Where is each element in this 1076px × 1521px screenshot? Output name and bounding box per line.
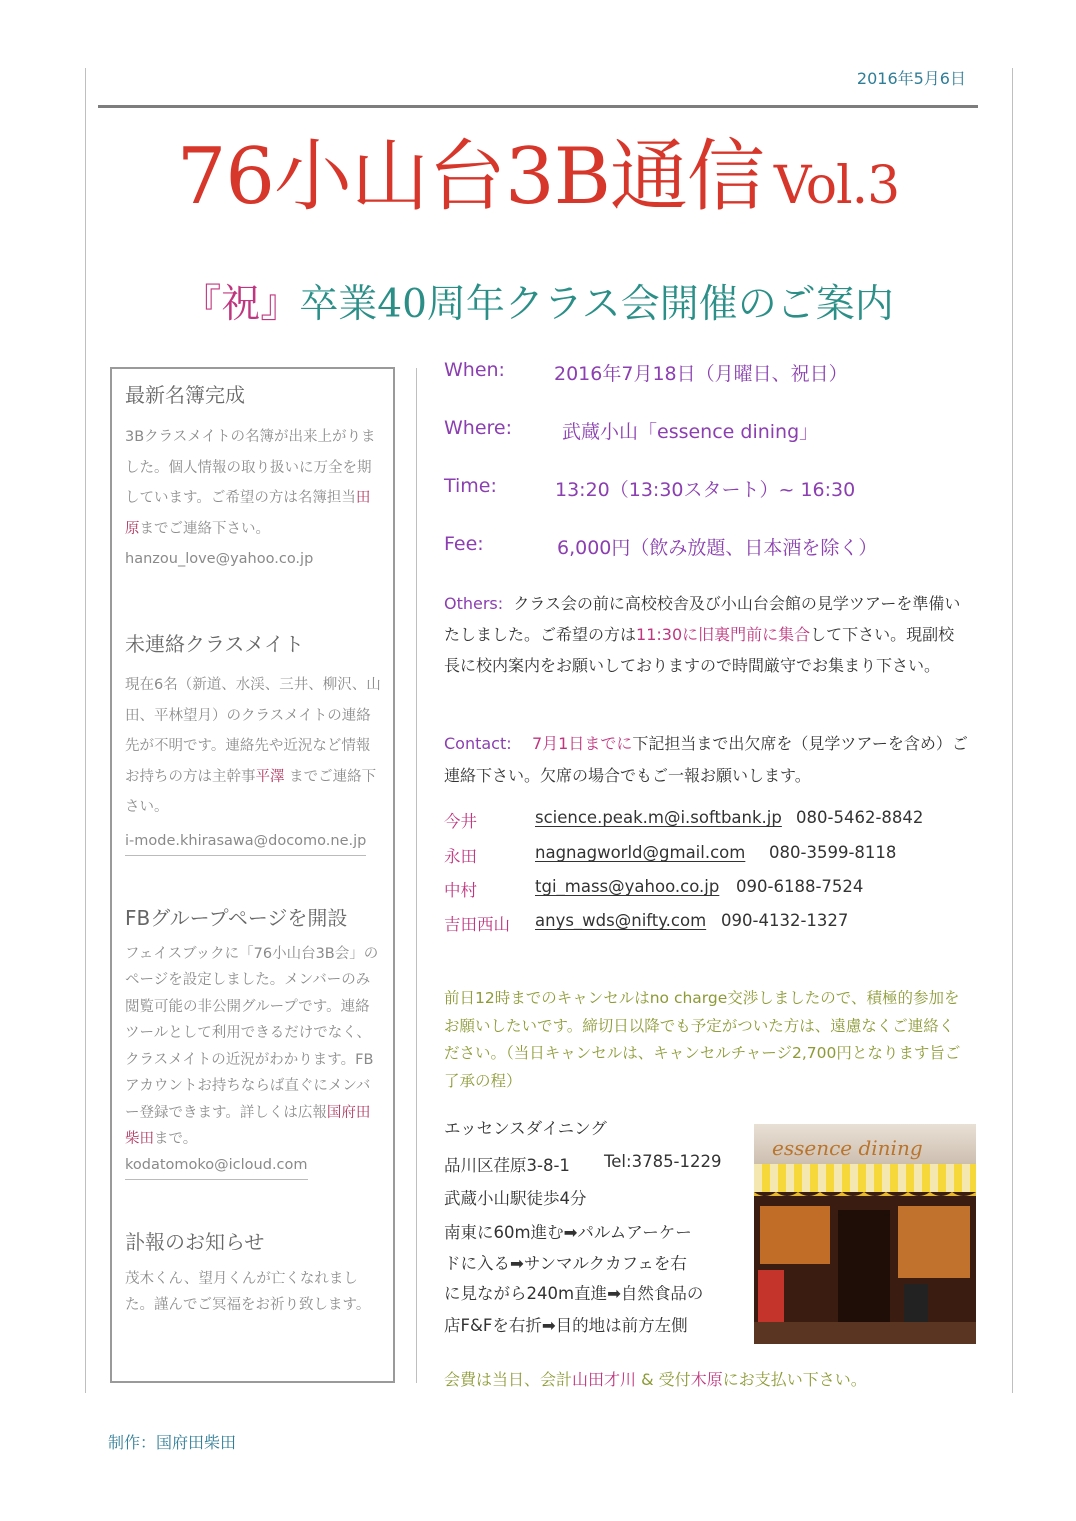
contact-name: 永田 bbox=[444, 847, 477, 866]
contact-name: 吉田西山 bbox=[444, 915, 510, 934]
contact-label: Contact: bbox=[444, 734, 512, 753]
accountant-name: 山田才川 bbox=[572, 1370, 637, 1389]
section-body: 茂木くん、望月くんが亡くなれました。謹んでご冥福をお祈り致します。 bbox=[125, 1270, 371, 1313]
venue-tel: Tel:3785-1229 bbox=[604, 1152, 722, 1171]
direction-line: 店F&Fを右折➡目的地は前方左側 bbox=[444, 1316, 688, 1335]
title-volume: Vol.3 bbox=[773, 156, 900, 216]
time-value: 13:20（13:30スタート）~ 16:30 bbox=[555, 479, 856, 501]
section-body bbox=[125, 422, 381, 544]
sidebar bbox=[110, 367, 395, 1383]
section-missing bbox=[125, 632, 381, 856]
contact-email[interactable]: tgi_mass@yahoo.co.jp bbox=[535, 877, 720, 896]
subtitle bbox=[0, 284, 1076, 327]
section-title: 最新名簿完成 bbox=[125, 383, 245, 407]
payment-text: & 受付 bbox=[636, 1370, 691, 1389]
section-title: FBグループページを開設 bbox=[125, 905, 348, 930]
contact-name: 平澤 bbox=[255, 768, 285, 785]
contact-phone: 080-3599-8118 bbox=[769, 843, 897, 862]
restaurant-photo bbox=[754, 1124, 976, 1344]
others-label: Others: bbox=[444, 594, 504, 613]
contact-text: 下記担当まで出欠席を（見学ツアーを含め）ご連絡下さい。欠席の場合でもご一報お願いします。 bbox=[444, 734, 968, 785]
fee-label: Fee: bbox=[444, 533, 484, 555]
page-left-border bbox=[85, 68, 86, 1393]
section-title: 訃報のお知らせ bbox=[125, 1229, 265, 1254]
payment-text: 会費は当日、会計 bbox=[444, 1370, 573, 1389]
contact-deadline: 7月1日までに bbox=[531, 734, 633, 753]
when-label: When: bbox=[444, 359, 505, 381]
contact-phone: 090-6188-7524 bbox=[736, 877, 864, 896]
page-right-border bbox=[1012, 68, 1013, 1393]
direction-line: ドに入る➡サンマルクカフェを右 bbox=[444, 1254, 687, 1273]
email-link[interactable]: kodatomoko@icloud.com bbox=[125, 1154, 308, 1180]
issue-date: 2016年5月6日 bbox=[856, 69, 966, 88]
storefront-illustration bbox=[754, 1124, 976, 1344]
email-link[interactable]: hanzou_love@yahoo.co.jp bbox=[125, 551, 314, 567]
subtitle-text: 卒業40周年クラス会開催のご案内 bbox=[299, 282, 894, 327]
meeting-point: 11:30に旧裏門前に集合 bbox=[636, 625, 811, 644]
where-value: 武蔵小山「essence dining」 bbox=[562, 421, 819, 443]
section-directory bbox=[125, 383, 381, 574]
email-link[interactable]: i-mode.khirasawa@docomo.ne.jp bbox=[125, 830, 366, 856]
store-sign-text: essence dining bbox=[772, 1136, 923, 1160]
contact-email[interactable]: science.peak.m@i.softbank.jp bbox=[535, 808, 782, 827]
fee-value: 6,000円（飲み放題、日本酒を除く） bbox=[557, 537, 878, 559]
body-text: まで。 bbox=[154, 1131, 198, 1147]
contact-email[interactable]: nagnagworld@gmail.com bbox=[535, 843, 746, 862]
payment-note bbox=[444, 1367, 969, 1390]
venue-name: エッセンスダイニング bbox=[444, 1119, 607, 1138]
credit-line: 制作：国府田柴田 bbox=[108, 1433, 237, 1452]
contact-paragraph bbox=[444, 728, 969, 792]
body-text: 3Bクラスメイトの名簿が出来上がりました。個人情報の取り扱いに万全を期しています。ご希望の方は名簿担当 bbox=[125, 429, 376, 506]
cancellation-note: 前日12時までのキャンセルはno charge交渉しましたので、積極的参加をお願いしたいです。締切日以降でも予定がついた方は、遠慮なくご連絡ください。（当日キャンセルは、キャンセルチャージ2,700円となります旨ご了承の程） bbox=[444, 989, 961, 1090]
contact-phone: 090-4132-1327 bbox=[721, 911, 849, 930]
others-text: して下さい。現副校長に校内案内をお願いしておりますので時間厳守でお集まり下さい。 bbox=[444, 625, 955, 675]
receptionist-name: 木原 bbox=[690, 1370, 723, 1389]
column-divider bbox=[416, 368, 417, 1383]
newsletter-title bbox=[0, 132, 1076, 222]
venue-address: 品川区荏原3-8-1 bbox=[444, 1156, 570, 1175]
section-title: 未連絡クラスメイト bbox=[125, 632, 304, 656]
contact-name: 中村 bbox=[444, 881, 477, 900]
direction-line: 南東に60m進む➡パルムアーケー bbox=[444, 1223, 692, 1242]
others-text: クラス会の前に高校校舎及び小山台会館の見学ツアーを準備いたしました。ご希望の方は bbox=[444, 594, 961, 644]
body-text: までご連絡下さい。 bbox=[139, 520, 270, 537]
section-body bbox=[125, 670, 381, 823]
contact-name: 田原 bbox=[125, 490, 371, 537]
subtitle-celebration: 『祝』 bbox=[182, 282, 300, 327]
when-value: 2016年7月18日（月曜日、祝日） bbox=[554, 363, 848, 385]
header-rule bbox=[98, 105, 978, 108]
contact-name: 今井 bbox=[444, 812, 477, 831]
contact-name: 国府田柴田 bbox=[125, 1104, 371, 1147]
where-label: Where: bbox=[444, 417, 513, 439]
body-text: までご連絡下さい。 bbox=[125, 768, 377, 815]
contact-phone: 080-5462-8842 bbox=[796, 808, 924, 827]
section-obituary bbox=[125, 1230, 381, 1318]
section-body bbox=[125, 941, 381, 1153]
direction-line: に見ながら240m直進➡自然食品の bbox=[444, 1284, 704, 1303]
time-label: Time: bbox=[444, 475, 497, 497]
venue-station: 武蔵小山駅徒歩4分 bbox=[444, 1189, 587, 1208]
body-text: 現在6名（新道、水渓、三井、柳沢、山田、平林望月）のクラスメイトの連絡先が不明です。連絡先や近況など情報お持ちの方は主幹事 bbox=[125, 677, 381, 785]
payment-text: にお支払い下さい。 bbox=[722, 1370, 867, 1389]
title-main: 76小山台3B通信 bbox=[176, 132, 764, 222]
contact-email[interactable]: anys_wds@nifty.com bbox=[535, 911, 707, 930]
body-text: フェイスブックに「76小山台3B会」のページを設定しました。メンバーのみ閲覧可能の非公開グループです。連絡ツールとして利用できるだけでなく、クラスメイトの近況がわかります。FBアカウントお持ちならば直ぐにメンバー登録できます。詳しくは広報 bbox=[125, 945, 379, 1121]
venue-address-row bbox=[444, 1152, 722, 1176]
others-paragraph bbox=[444, 588, 969, 681]
section-facebook bbox=[125, 906, 381, 1180]
